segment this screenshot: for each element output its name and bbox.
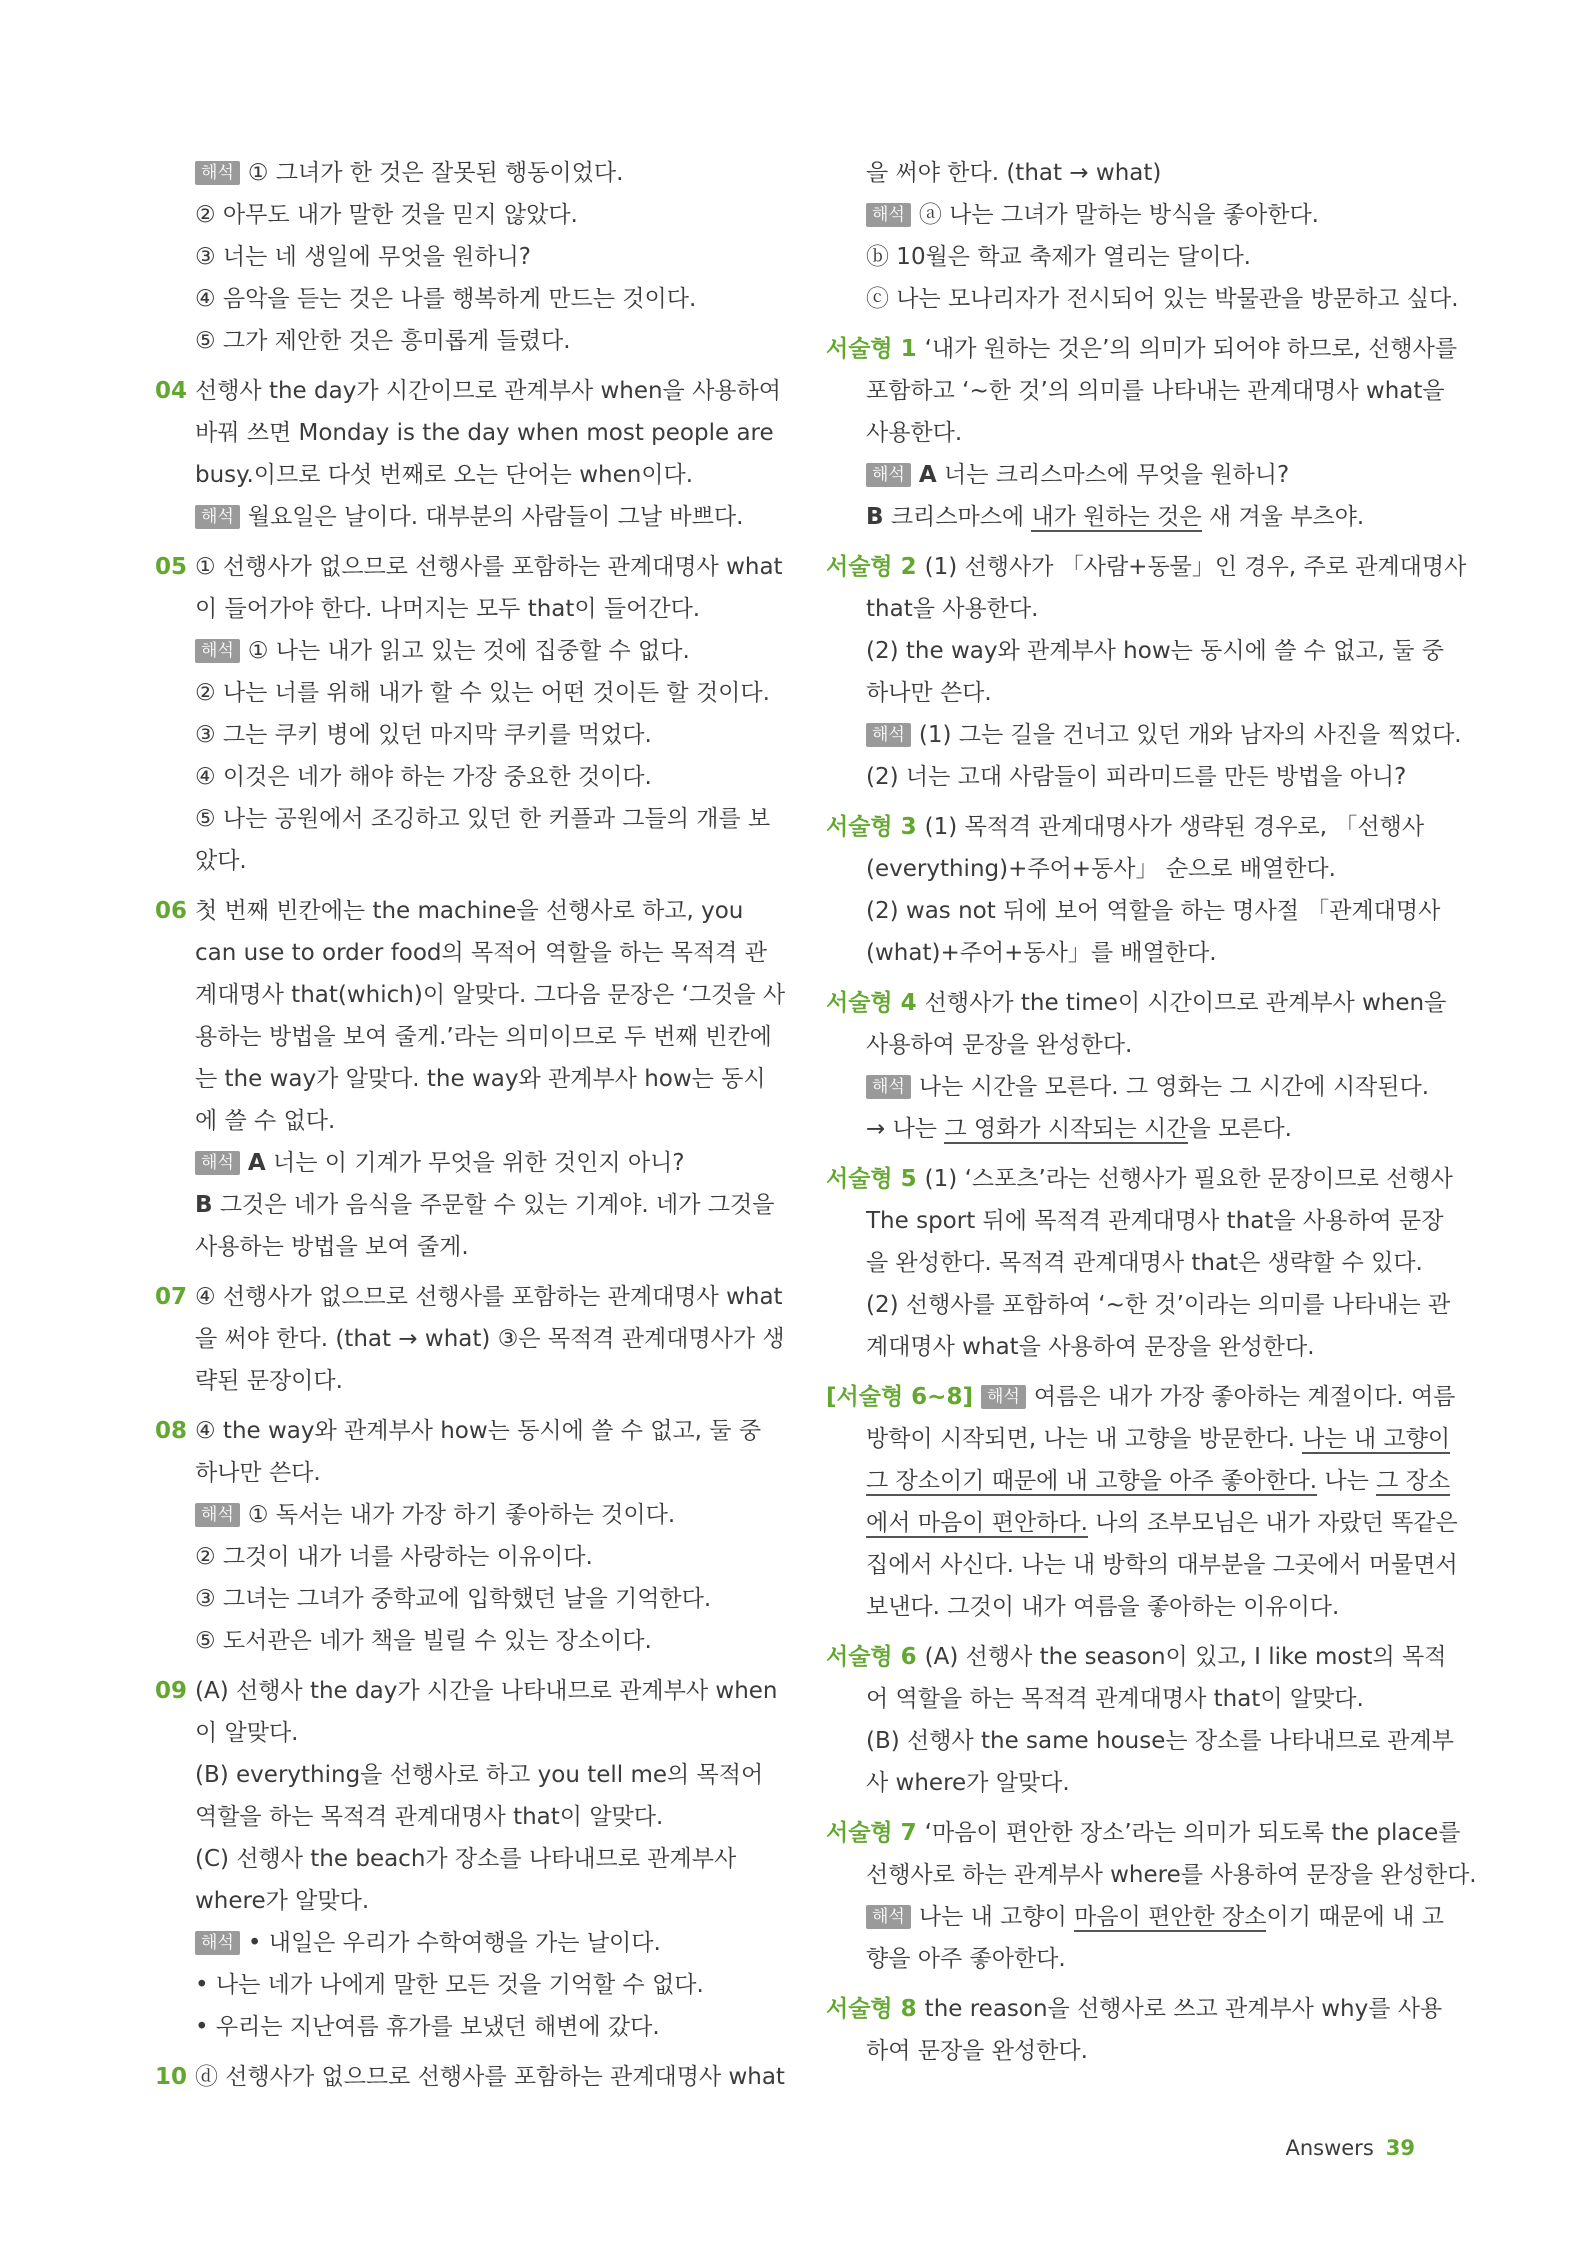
translation-badge: 해석 (866, 1905, 911, 1929)
translation-badge: 해석 (195, 639, 240, 663)
translation-badge: 해석 (195, 1503, 240, 1527)
answer-number: 04 (155, 378, 188, 404)
underlined-phrase: 에서 마음이 편안하다. (866, 1510, 1088, 1536)
essay-8: 서술형 8 the reason을 선행사로 쓰고 관계부사 why를 사용 하여 문장을 완성한다. (826, 1996, 1443, 2064)
answer-04: 04 선행사 the day가 시간이므로 관계부사 when을 사용하여 바꿔 쓰면 Monday is the day when most people are busy.이므로 다섯 번째로 오는 단어는 when이다. 해석 월요일은 날이다. 대부분의 사람들이 그날 바쁘다. (155, 370, 755, 538)
underlined-phrase: 나는 내 고향이 (1302, 1426, 1451, 1452)
underlined-phrase: 내가 원하는 것은 (1031, 504, 1202, 530)
essay-label: 서술형 3 (826, 814, 917, 840)
answer-number: 09 (155, 1678, 188, 1704)
right-column (826, 152, 1477, 2080)
answer-08: 08 ④ the way와 관계부사 how는 동시에 쓸 수 없고, 둘 중 하나만 쓴다. 해석 ① 독서는 내가 가장 하기 좋아하는 것이다. ② 그것이 내가 너를 사랑하는 이유이다. ③ 그녀는 그녀가 중학교에 입학했던 날을 기억한다. ⑤ 도서관은 네가 책을 빌릴 수 있는 장소이다. (155, 1410, 755, 1662)
answer-10: 10 ⓓ 선행사가 없으므로 선행사를 포함하는 관계대명사 what (155, 2056, 755, 2098)
essay-2: 서술형 2 (1) 선행사가 「사람+동물」인 경우, 주로 관계대명사 that을 사용한다. (2) the way와 관계부사 how는 동시에 쓸 수 없고, 둘 중 하나만 쓴다. 해석 (1) 그는 길을 건너고 있던 개와 남자의 사진을 찍었다. (2) 너는 고대 사람들이 피라미드를 만든 방법을 아니? (826, 554, 1467, 790)
essay-6-8-passage: [서술형 6~8] 해석 여름은 내가 가장 좋아하는 계절이다. 여름 방학이 시작되면, 나는 내 고향을 방문한다. 나는 내 고향이 그 장소이기 때문에 내 고향을 아주 좋아한다. 나는 그 장소 에서 마음이 편안하다. 나의 조부모님은 내가 자랐던 똑같은 집에서 사신다. 나는 내 방학의 대부분을 그곳에서 머물면서 보낸다. 그것이 내가 여름을 좋아하는 이유이다. (826, 1384, 1458, 1620)
translation-badge: 해석 (866, 463, 911, 487)
essay-label: 서술형 7 (826, 1820, 917, 1846)
answer-10-continued: 을 써야 한다. (that → what) 해석 ⓐ 나는 그녀가 말하는 방식을 좋아한다. ⓑ 10월은 학교 축제가 열리는 달이다. ⓒ 나는 모나리자가 전시되어 있는 박물관을 방문하고 싶다. (866, 160, 1459, 312)
answer-07: 07 ④ 선행사가 없으므로 선행사를 포함하는 관계대명사 what 을 써야 한다. (that → what) ③은 목적격 관계대명사가 생 략된 문장이다. (155, 1276, 755, 1402)
essay-label: 서술형 5 (826, 1166, 917, 1192)
translation-badge: 해석 (195, 505, 240, 529)
answer-number: 10 (155, 2064, 188, 2090)
essay-6: 서술형 6 (A) 선행사 the season이 있고, I like most의 목적 어 역할을 하는 목적격 관계대명사 that이 알맞다. (B) 선행사 the same house는 장소를 나타내므로 관계부 사 where가 알맞다. (826, 1644, 1454, 1796)
answer-09: 09 (A) 선행사 the day가 시간을 나타내므로 관계부사 when 이 알맞다. (B) everything을 선행사로 하고 you tell me의 목적어 역할을 하는 목적격 관계대명사 that이 알맞다. (C) 선행사 the beach가 장소를 나타내므로 관계부사 where가 알맞다. 해석 • 내일은 우리가 수학여행을 가는 날이다. • 나는 네가 나에게 말한 모든 것을 기억할 수 없다. • 우리는 지난여름 휴가를 보냈던 해변에 갔다. (155, 1670, 755, 2048)
answer-number: 06 (155, 898, 188, 924)
translation-badge: 해석 (866, 723, 911, 747)
answer-05: 05 ① 선행사가 없으므로 선행사를 포함하는 관계대명사 what 이 들어가야 한다. 나머지는 모두 that이 들어간다. 해석 ① 나는 내가 읽고 있는 것에 집중할 수 없다. ② 나는 너를 위해 내가 할 수 있는 어떤 것이든 할 것이다. ③ 그는 쿠키 병에 있던 마지막 쿠키를 먹었다. ④ 이것은 네가 해야 하는 가장 중요한 것이다. ⑤ 나는 공원에서 조깅하고 있던 한 커플과 그들의 개를 보 았다. (155, 546, 755, 882)
translation-badge: 해석 (981, 1385, 1026, 1409)
answer-number: 08 (155, 1418, 188, 1444)
underlined-phrase: 그 장소이기 때문에 내 고향을 아주 좋아한다. (866, 1468, 1318, 1494)
essay-label: 서술형 2 (826, 554, 917, 580)
essay-7: 서술형 7 ‘마음이 편안한 장소’라는 의미가 되도록 the place를 선행사로 하는 관계부사 where를 사용하여 문장을 완성한다. 해석 나는 내 고향이 마음이 편안한 장소이기 때문에 내 고 향을 아주 좋아한다. (826, 1820, 1477, 1972)
essay-label: [서술형 6~8] (826, 1384, 973, 1410)
translation-badge: 해석 (866, 203, 911, 227)
essay-4: 서술형 4 선행사가 the time이 시간이므로 관계부사 when을 사용하여 문장을 완성한다. 해석 나는 시간을 모른다. 그 영화는 그 시간에 시작된다. → 나는 그 영화가 시작되는 시간을 모른다. (826, 990, 1447, 1142)
page-footer (1285, 2136, 1415, 2160)
essay-5: 서술형 5 (1) ‘스포츠’라는 선행사가 필요한 문장이므로 선행사 The sport 뒤에 목적격 관계대명사 that을 사용하여 문장 을 완성한다. 목적격 관계대명사 that은 생략할 수 있다. (2) 선행사를 포함하여 ‘~한 것’이라는 의미를 나타내는 관 계대명사 what을 사용하여 문장을 완성한다. (826, 1166, 1453, 1360)
answer-03-translation: 해석 ① 그녀가 한 것은 잘못된 행동이었다. ② 아무도 내가 말한 것을 믿지 않았다. ③ 너는 네 생일에 무엇을 원하니? ④ 음악을 듣는 것은 나를 행복하게 만드는 것이다. ⑤ 그가 제안한 것은 흥미롭게 들렸다. (195, 160, 697, 354)
essay-label: 서술형 8 (826, 1996, 917, 2022)
answer-06: 06 첫 번째 빈칸에는 the machine을 선행사로 하고, you can use to order food의 목적어 역할을 하는 목적격 관 계대명사 that(which)이 알맞다. 그다음 문장은 ‘그것을 사 용하는 방법을 보여 줄게.’라는 의미이므로 두 번째 빈칸에 는 the way가 알맞다. the way와 관계부사 how는 동시 에 쓸 수 없다. 해석 A 너는 이 기계가 무엇을 위한 것인지 아니? B 그것은 네가 음식을 주문할 수 있는 기계야. 네가 그것을 사용하는 방법을 보여 줄게. (155, 890, 755, 1268)
essay-3: 서술형 3 (1) 목적격 관계대명사가 생략된 경우로, 「선행사 (everything)+주어+동사」 순으로 배열한다. (2) was not 뒤에 보어 역할을 하는 명사절 「관계대명사 (what)+주어+동사」를 배열한다. (826, 814, 1441, 966)
underlined-phrase: 그 영화가 시작되는 시간 (944, 1116, 1189, 1142)
translation-badge: 해석 (195, 161, 240, 185)
translation-badge: 해석 (866, 1075, 911, 1099)
essay-label: 서술형 1 (826, 336, 917, 362)
footer-label: Answers (1285, 2136, 1374, 2160)
underlined-phrase: 그 장소 (1376, 1468, 1451, 1494)
answer-number: 07 (155, 1284, 188, 1310)
underlined-phrase: 마음이 편안한 장소 (1074, 1904, 1267, 1930)
left-column (155, 152, 786, 2106)
translation-badge: 해석 (195, 1151, 240, 1175)
answer-number: 05 (155, 554, 188, 580)
translation-badge: 해석 (195, 1931, 240, 1955)
page-number: 39 (1385, 2136, 1415, 2160)
essay-label: 서술형 4 (826, 990, 917, 1016)
essay-label: 서술형 6 (826, 1644, 917, 1670)
essay-1: 서술형 1 ‘내가 원하는 것은’의 의미가 되어야 하므로, 선행사를 포함하고 ‘~한 것’의 의미를 나타내는 관계대명사 what을 사용한다. 해석 A 너는 크리스마스에 무엇을 원하니? B 크리스마스에 내가 원하는 것은 새 겨울 부츠야. (826, 336, 1458, 530)
